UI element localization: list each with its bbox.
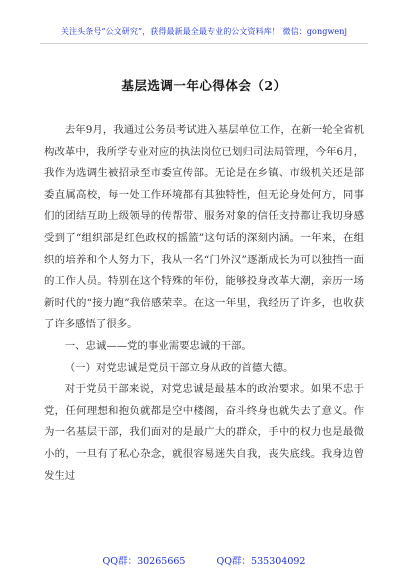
footer-qq-group-2: QQ群：535304092 — [216, 556, 306, 567]
document-title: 基层选调一年心得体会（2） — [121, 78, 287, 93]
document-body — [44, 120, 364, 487]
body-paragraph-2: 对于党员干部来说，对党忠诚是最基本的政治要求。如果不忠于党，任何理想和抱负就都是空中楼阁，奋斗终身也就失去了意义。作为一名基层干部，我们面对的是最广大的群众，手中的权力也是最微小的，一旦有了私心杂念，就很容易迷失自我，丧失底线。我身边曾发生过 — [44, 383, 364, 482]
header-divider — [40, 43, 368, 44]
footer — [0, 553, 408, 567]
body-paragraph-1: 去年9月，我通过公务员考试进入基层单位工作，在新一轮全省机构改革中，我所学专业对应的执法岗位已划归司法局管理，今年6月，我作为选调生被招录至市委宣传部。无论是在乡镇、市级机关还是部委直属高校，每一处工作环境都有其独特性，但无论身处何方，同事们的团结互助上级领导的传帮带、服务对象的信任支持都让我切身感受到了“组织部是红色政权的摇篮”这句话的深刻内涵。一年来，在组织的培养和个人努力下，我从一名“门外汉”逐渐成长为可以独挡一面的工作人员。特别在这个特殊的年份，能够投身改革大潮，亲历一场新时代的“接力跑”我倍感荣幸。在这一年里，我经历了许多，也收获了许多感悟了很多。 — [44, 124, 364, 331]
subsection-heading-1: （一）对党忠诚是党员干部立身从政的首德大德。 — [64, 361, 294, 374]
section-heading-1: 一、忠诚——党的事业需要忠诚的干部。 — [64, 339, 252, 352]
header-banner: 关注头条号“公文研究”，获得最新最全最专业的公文资料库！ 微信：gongwenj — [60, 27, 348, 36]
footer-qq-group-1: QQ群：30265665 — [102, 556, 186, 567]
